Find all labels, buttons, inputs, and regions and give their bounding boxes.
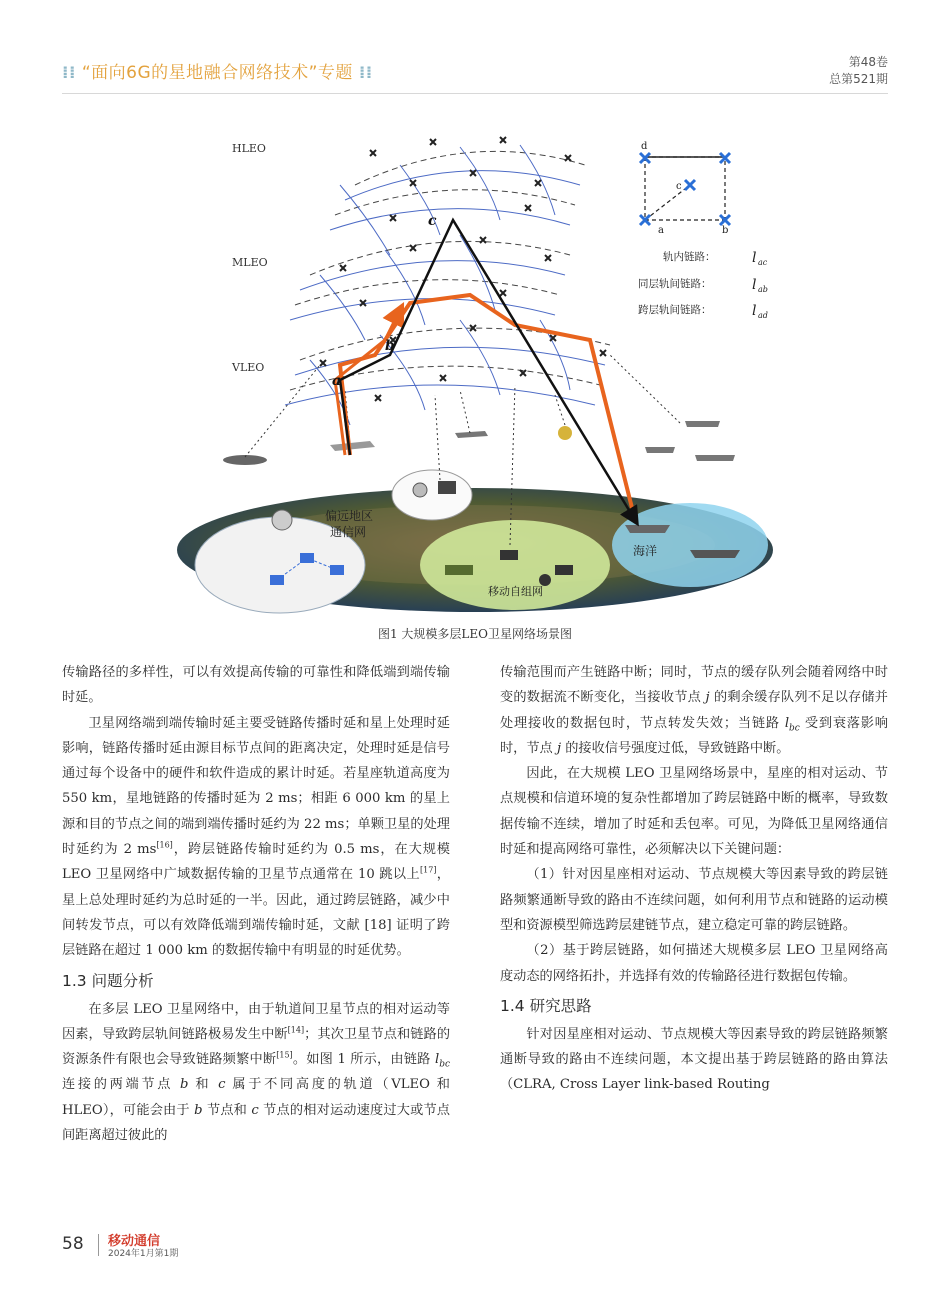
svg-text:ad: ad <box>758 311 768 320</box>
figure-caption: 图1 大规模多层LEO卫星网络场景图 <box>377 627 573 641</box>
region-label-remote: 偏远地区 <box>325 509 374 523</box>
right-paragraph-1: 传输范围而产生链路中断；同时，节点的缓存队列会随着网络中时变的数据流不断变化，当接收节点 j 的剩余缓存队列不足以存储并处理接收的数据包时，节点转发失效；当链路 $l_{bc}$ 受到衰落影响时，节点 j 的接收信号强度过低，导致链路中断。 <box>500 665 888 756</box>
footer-divider <box>98 1234 99 1256</box>
left-paragraph-1: 传输路径的多样性，可以有效提高传输的可靠性和降低端到端传输时延。 <box>62 665 450 706</box>
right-column <box>500 660 888 1098</box>
node-label-c: c <box>428 213 437 229</box>
tank-icon <box>445 565 473 575</box>
citation: [16] <box>156 840 173 850</box>
legend-label-cross-layer: 跨层轨间链路： <box>638 304 712 316</box>
issue-date: 2024年1月第1期 <box>108 1249 179 1259</box>
grip-dots-icon: ⁞⁞ <box>62 63 76 83</box>
figure-legend <box>638 250 768 320</box>
svg-text:ac: ac <box>758 258 768 267</box>
right-paragraph-3: （1）针对因星座相对运动、节点规模大等因素导致的跨层链路频繁通断导致的路由不连续问题，如何利用节点和链路的运动模型和资源模型筛选跨层建链节点，建立稳定可靠的跨层链路。 <box>500 867 888 933</box>
user-terminal-cloud <box>392 470 472 520</box>
section-heading-1-4: 1.4 研究思路 <box>500 996 592 1015</box>
grip-dots-icon: ⁞⁞ <box>358 63 373 83</box>
svg-text:l: l <box>752 250 757 266</box>
computer-icon <box>438 481 456 494</box>
section-title-text: “面向6G的星地融合网络技术”专题 <box>81 63 353 83</box>
node-label-b: b <box>385 338 395 354</box>
journal-logo-text: 移动通信 <box>108 1234 161 1249</box>
inset-node-d: d <box>641 141 648 152</box>
node-label-a: a <box>332 373 342 389</box>
header-divider <box>62 93 888 94</box>
left-column <box>62 660 450 1148</box>
ship-icon <box>690 550 740 558</box>
svg-text:ab: ab <box>758 285 768 294</box>
mleo-orbit-shell <box>290 235 570 340</box>
journal-section-title <box>62 58 373 83</box>
helicopter-group-icon <box>645 421 735 461</box>
right-paragraph-5: 针对因星座相对运动、节点规模大等因素导致的跨层链路频繁通断导致的路由不连续问题，本文提出基于跨层链路的路由算法（CLRA, Cross Layer link-based Routing <box>500 1026 888 1093</box>
layer-label-vleo: VLEO <box>232 361 265 374</box>
vehicle-icon <box>555 565 573 575</box>
issue-number: 总第521期 <box>829 72 888 86</box>
vehicle-icon <box>500 550 518 560</box>
right-paragraph-4: （2）基于跨层链路，如何描述大规模多层 LEO 卫星网络高度动态的网络拓扑，并选择有效的传输路径进行数据包传输。 <box>500 943 888 984</box>
black-route-path <box>340 220 635 520</box>
dish-icon <box>413 483 427 497</box>
balloon-icon <box>558 426 572 440</box>
satellite-icons <box>320 137 606 401</box>
layer-label-mleo: MLEO <box>232 256 268 269</box>
inset-node-a: a <box>658 225 664 236</box>
inset-node-c: c <box>676 181 682 192</box>
ground-station-icon <box>272 510 292 530</box>
drone-icon <box>455 431 488 438</box>
legend-label-intra-orbit: 轨内链路： <box>663 251 716 263</box>
link-type-inset <box>640 141 730 236</box>
legend-label-same-layer: 同层轨间链路： <box>638 278 712 290</box>
citation: [14] <box>287 1025 305 1035</box>
region-label-ocean: 海洋 <box>633 544 658 558</box>
volume-info <box>829 54 888 88</box>
plane-icon <box>330 441 375 451</box>
left-paragraph-3: 在多层 LEO 卫星网络中，由于轨道间卫星节点的相对运动等因素，导致跨层轨间链路极易发生中断[14]；其次卫星节点和链路的资源条件有限也会导致链路频繁中断[15]。如图 1 所示，由链路 $l_{bc}$ 连接的两端节点 b 和 c 属于不同高度的轨道（VLEO 和 HLEO），可能会由于 b 节点和 c 节点的相对运动速度过大或节点间距离超过彼此的 <box>62 1001 451 1144</box>
volume-number: 第48卷 <box>848 55 888 69</box>
satellite-network-figure <box>170 125 790 615</box>
inset-node-b: b <box>722 225 729 236</box>
section-heading-1-3: 1.3 问题分析 <box>62 971 154 990</box>
hleo-orbit-shell <box>330 145 585 255</box>
manet-region-cloud <box>420 520 610 610</box>
region-label-network: 通信网 <box>330 525 367 539</box>
citation: [15] <box>276 1050 293 1060</box>
page-number: 58 <box>62 1234 84 1254</box>
citation: [17] <box>420 865 437 875</box>
svg-text:l: l <box>752 277 757 293</box>
left-paragraph-2: 卫星网络端到端传输时延主要受链路传播时延和星上处理时延影响，链路传播时延由源目标节点间的距离决定，处理时延是信号通过每个设备中的硬件和软件造成的累计时延。若星座轨道高度为 550 km，星地链路的传播时延为 2 ms；相距 6 000 km 的星上源和目的节点之间的端到端传播时延约为 22 ms；单颗卫星的处理时延约为 2 ms[16]，跨层链路传输时延约为 0.5 ms，在大规模 LEO 卫星网络中广域数据传输的卫星节点通常在 10 跳以上[17]，星上总处理时延约为总时延的一半。因此，通过跨层链路，减少中间转发节点，可以有效降低端到端传输时延，文献 [18] 证明了跨层链路在超过 1 000 km 的数据传输中有明显的时延优势。 <box>62 715 450 959</box>
svg-text:l: l <box>752 303 757 319</box>
right-paragraph-2: 因此，在大规模 LEO 卫星网络场景中，星座的相对运动、节点规模和信道环境的复杂性都增加了跨层链路中断的概率，导致数据传输不连续，增加了时延和丢包率。可见，为降低卫星网络通信时延和提高网络可靠性，必须解决以下关键问题： <box>500 766 888 858</box>
region-label-manet: 移动自组网 <box>488 585 543 598</box>
layer-label-hleo: HLEO <box>232 142 266 155</box>
ship-icon <box>625 525 670 533</box>
